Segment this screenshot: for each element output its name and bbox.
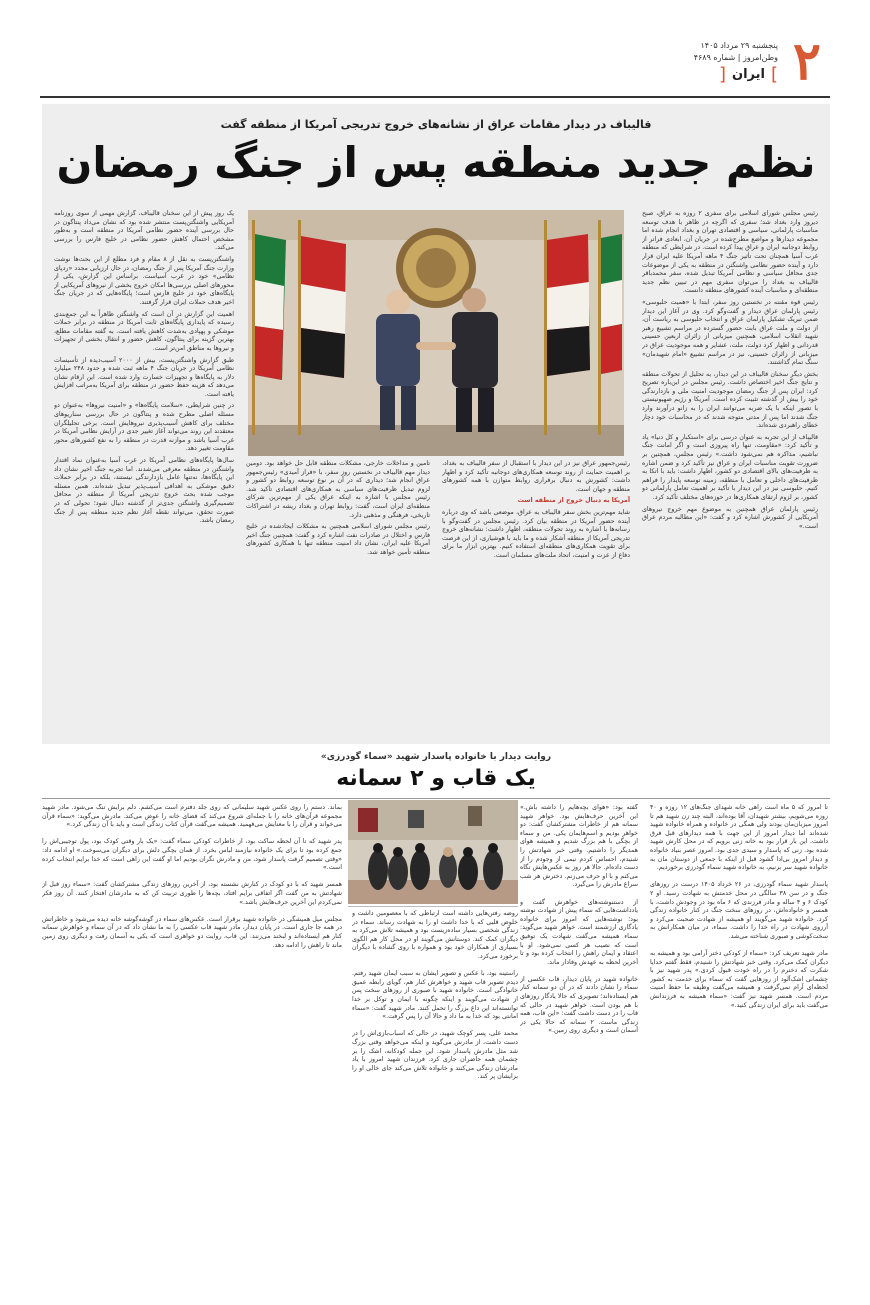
page-number: ۲ [793,31,821,92]
lower-column-1 [650,804,828,1294]
main-kicker: قالیباف در دیدار مقامات عراق از نشانه‌های خروج تدریجی آمریکا از منطقه گفت [220,118,652,131]
lower-column-4 [42,804,342,1294]
paragraph: واشنگتن‌پست به نقل از ۸ مقام و فرد مطلع از این بحث‌ها نوشت وزارت جنگ آمریکا پس از جنگ رمضان، در حال ارزیابی مجدد «ردپای نظامی» خود در غرب آسیاست. براساس این گزارش، یکی از محورهای اصلی بررسی‌ها امکان خروج بخشی از نیروهای آمریکایی از پایگاه‌های خود در خلیج فارس است؛ پایگاه‌هایی که در جریان جنگ اخیر هدف حملات ایران قرار گرفتند. [54,255,234,306]
paragraph: بماند. دستم را روی عکس شهید سلیمانی که روی جلد دفترم است می‌کشم. دلم برایش تنگ می‌شود. مادر شهید مجموعه قرآن‌های خانه را با جمله‌ای شروع می‌کند که فضای خانه را عوض می‌کند. مادرش می‌گوید: «سماء قرآن می‌خواند و قرآن را با معنایش می‌فهمید. همیشه می‌گفت قرآن کتاب زندگی است و باید با آن زندگی کرد.» پدر شهید که تا آن لحظه ساکت بود، از خاطرات کودکی سماء گفت: «یک بار وقتی کودک بود، پول توجیبی‌اش را جمع کرده بود تا برای یک خانواده نیازمند لباس بخرد. از همان بچگی دلش برای دیگران می‌سوخت.» او ادامه داد: «وقتی تصمیم گرفت پاسدار شود، من و مادرش نگران بودیم اما او گفت این راهی است که خدا برایم انتخاب کرده است.» همسر شهید که با دو کودک در کنارش نشسته بود، از آخرین روزهای زندگی مشترکشان گفت: «سماء روز قبل از شهادتش به من گفت اگر اتفاقی برایم افتاد، بچه‌ها را طوری تربیت کن که به مادرشان افتخار کنند. آن روز فکر نمی‌کردم این آخرین حرف‌هایش باشد.» مجلس میل همیشگی در خانواده شهید برقرار است. عکس‌های سماء در گوشه‌گوشه خانه دیده می‌شود و خاطراتش در همه جا جاری است. در پایان دیدار، مادر شهید قاب عکسی را به ما نشان داد که در آن سماء و خواهرش سمانه کنار هم ایستاده‌اند و لبخند می‌زنند. این قاب، روایت دو خواهری است که یکی به آسمان رفت و دیگری روی زمین ماند تا راهش را ادامه دهد. [42,804,342,949]
family-photo [348,800,518,904]
date-line: پنجشنبه ۲۹ مرداد ۱۴۰۵ [700,41,778,50]
paragraph: اهمیت این گزارش در آن است که واشنگتن ظاهراً به این جمع‌بندی رسیده که پایداری پایگاه‌های ثابت آمریکا در منطقه در برابر حملات موشکی و پهپادی به‌شدت کاهش یافته است. به گفته مقامات مطلع، بهترین گزینه برای پنتاگون، کاهش حضور و انتقال بخشی از تجهیزات و نیروها به مناطق امن‌تر است. [54,310,234,352]
main-headline: نظم جدید منطقه پس از جنگ رمضان [56,138,816,187]
issue-meta [694,40,778,64]
paragraph: شاید مهم‌ترین بخش سفر قالیباف به عراق، موضعی باشد که وی درباره آینده حضور آمریکا در منطقه بیان کرد. رئیس مجلس در گفت‌وگو با رسانه‌ها با اشاره به روند تحولات منطقه، اظهار داشت: نشانه‌های خروج تدریجی آمریکا از منطقه آشکار شده و ما باید با هوشیاری، از این فرصت برای تقویت همکاری‌های منطقه‌ای استفاده کنیم. بهترین ابزار ما برای دفاع از عزت و امنیت، اتحاد ملت‌های مسلمان است. [442,508,630,559]
article-column-left [54,210,234,736]
paragraph: بخش دیگر سخنان قالیباف در این دیدار، به تحلیل از تحولات منطقه و نتایج جنگ اخیر اختصاص داشت. رئیس مجلس در این‌باره تصریح کرد: ایران پس از جنگ رمضان موجودیت امنیت ملی و بازدارندگی خود را بیش از گذشته تثبیت کرده است. آمریکا و رژیم صهیونیستی با تصور اینکه با یک ضربه می‌توانند ایران را به زانو درآورند وارد جنگ شدند اما پس از مدتی متوجه شدند که در محاسبات خود دچار خطای راهبردی شده‌اند. [642,370,818,430]
lower-headline: یک قاب و ۲ سمانه [336,766,536,791]
paragraph: تا امروز که ۵ ماه است راهی خانه شهدای جنگ‌های ۱۲ روزه و ۴۰ روزه می‌شویم، بیشتر شهیدان، آقا بوده‌اند، البته چند زن شهید هم تا امروز میزبان‌مان بودند ولی همگی در خانواده و همراه خانواده شهید شده‌اند اما دیدار امروز از این جهت با همه دیدارهای قبل فرق داشت. این بار قرار بود به خانه زنی برویم که در محل کارش شهید شده بود. زنی که پاسدار و سیدی جدی بود. امروز عصر بنیاد خانواده و دیدار امروز بی‌ادا گشود قبل از اینکه با جمعی از دوستان مان به خانواده شهید سر بزنیم، به خانواده شهید سماء گودرزی برخوردیم. پاسدار شهید سماء گودرزی، در ۲۶ خرداد ۱۴۰۵ درست در روزهای جنگ و در سن ۳۸ سالگی در محل خدمتش به شهادت رسید. او ۲ کودک ۶ و ۴ ساله و مادر فرزندی که ۶ ماه بود در وجودش داشت، با همسر و خانواده‌اش، در روزهای سخت جنگ در کنار خانواده زندگی کرد. خانواده شهید می‌گویند او همیشه از شهادت صحبت می‌کرد و آرزوی شهادت در راه خدا را داشت. سماء، در میان همکارانش به سخت‌کوشی و صبوری شناخته می‌شد. مادر شهید تعریف کرد: «سماء از کودکی دختر آرامی بود و همیشه به دیگران کمک می‌کرد. وقتی خبر شهادتش را شنیدم، فقط گفتم خدایا شکرت که دخترم را در راه خودت قبول کردی.» پدر شهید نیز با چشمانی اشک‌آلود از روزهایی گفت که سماء برای خدمت به کشور لحظه‌ای آرام نمی‌گرفت و همیشه می‌گفت وظیفه ما حفظ امنیت مردم است. همسر شهید نیز گفت: «سماء همیشه به فرزندانش می‌گفت باید برای ایران زندگی کنید.» [650,804,828,1009]
bracket-close: [ [718,63,726,85]
paragraph: یک روز پیش از این سخنان قالیباف، گزارش مهمی از سوی روزنامه آمریکایی واشنگتن‌پست منتشر شده بود که نشان می‌داد پنتاگون در حال بررسی آینده حضور نظامی آمریکا در منطقه است و به‌طور مشخص احتمال کاهش حضور نظامی در خلیج فارس را بررسی می‌کند. [54,210,234,252]
paragraph: سال‌ها پایگاه‌های نظامی آمریکا در غرب آسیا به‌عنوان نماد اقتدار واشنگتن در منطقه معرفی می‌شدند. اما تجربه جنگ اخیر نشان داد این پایگاه‌ها، نه‌تنها عامل بازدارندگی نیستند، بلکه در برابر حملات دقیق موشکی به اهدافی آسیب‌پذیر تبدیل شده‌اند. همین مسئله موجب شده بحث خروج تدریجی آمریکا از منطقه در محافل تصمیم‌گیری واشنگتن جدی‌تر از گذشته دنبال شود؛ تحولی که در صورت تحقق، می‌تواند نقطه آغاز نظم جدید منطقه پس از جنگ رمضان باشد. [54,457,234,525]
article-column-center-right [442,460,630,736]
family-photo-image [348,800,518,904]
main-article [42,104,830,744]
lower-rule [42,798,830,799]
photo-divider [348,906,518,907]
paragraph: رئیس قوه مقننه در نخستین روز سفر، ابتدا با «همیت حلبوسی» رئیس پارلمان عراق دیدار و گفت‌وگو کرد. وی در آغاز این دیدار ضمن تبریک تشکیل پارلمان عراق و انتخاب حلبوسی به ریاست آن، از دولت و ملت عراق بابت حضور گسترده در مراسم تشییع رهبر شهید انقلاب اسلامی، همچنین میزبانی از زائران اربعین حسینی قدردانی و اظهار کرد دولت، ملت، عشایر و همه موجودیت عراق در میزبانی از زائران حسینی، نیز در مراسم تشییع «امام شهیدمان» سنگ تمام گذاشتند. [642,298,818,367]
paragraph: تامین و مداخلات خارجی، مشکلات منطقه قابل حل خواهد بود. دومین دیدار مهم قالیباف در نخستین روز سفر، با «فراز آمیدی» رئیس‌جمهور عراق انجام شد؛ دیداری که در آن بر نوع توسعه روابط دو کشور و لزوم تبدیل ظرفیت‌های سیاسی به همکاری‌های اقتصادی تأکید شد. رئیس مجلس با اشاره به اینکه عراق یکی از مهم‌ترین شرکای منطقه‌ای ایران است، گفت: روابط تهران و بغداد ریشه در اشتراکات تاریخی، فرهنگی و مذهبی دارد. [246,460,430,519]
article-column-center [246,460,430,736]
meeting-photo-image [248,210,624,456]
masthead [40,31,830,92]
meeting-photo [248,210,624,456]
masthead-rule [40,96,830,98]
paragraph: روضه رفتن‌هایی داشته است ارتباطی که با معصومین داشت و خلوص قلبی که با خدا داشت او را به شهادت رساند. سماء در زندگی شخصی بسیار ساده‌زیست بود و همیشه تلاش می‌کرد به دیگران کمک کند. دوستانش می‌گویند او در محل کار هم الگوی بسیاری از همکاران خود بود و همواره با روی گشاده با دیگران برخورد می‌کرد. راستینه بود، با عکس و تصویر ایشان به سبب ایمان شهید رفتم. دیدم تصویر قاب شهید و خواهرش کنار هم، گویای رابطه عمیق خانوادگی است. خانواده شهید با صبوری از روزهای سخت پس از شهادت می‌گویند و اینکه چگونه با ایمان و توکل بر خدا توانسته‌اند این داغ بزرگ را تحمل کنند. مادر شهید گفت: «سماء امانتی بود که خدا به ما داد و حالا آن را پس گرفت.» محمد علی، پسر کوچک شهید، در حالی که اسباب‌بازی‌اش را در دست داشت، از مادرش می‌گوید و اینکه می‌خواهد وقتی بزرگ شد مثل مادرش پاسدار شود. این جمله کودکانه، اشک را بر چشمان همه حاضران جاری کرد. فرزندان شهید امروز با یاد مادرشان زندگی می‌کنند و خانواده تلاش می‌کند جای خالی او را برایشان پر کند. [352,910,518,1081]
paragraph: رئیس مجلس شورای اسلامی همچنین به مشکلات ایجادشده در خلیج فارس و اختلال در صادرات نفت اشاره کرد و گفت: همچنین جنگ اخیر آمریکا علیه ایران، نشان داد امنیت منطقه تنها با همکاری کشورهای منطقه تأمین خواهد شد. [246,523,430,556]
lower-column-2 [520,804,638,1294]
section-tag [719,64,778,84]
subheading: آمریکا به دنبال خروج از منطقه است [517,497,630,505]
issue-line: وطن‌امروز | شماره ۴۶۸۹ [693,53,778,62]
paragraph: در چنین شرایطی، «سلامت پایگاه‌ها» و «امنیت نیروها» به‌عنوان دو مسئله اصلی مطرح شده و پنتاگون در حال بررسی سناریوهای مختلف برای کاهش آسیب‌پذیری نیروهایش است. برخی تحلیلگران معتقدند این روند می‌تواند آغاز تغییر جدی در آرایش نظامی آمریکا در غرب آسیا باشد و موازنه قدرت در منطقه را به نفع کشورهای محور مقاومت تغییر دهد. [54,402,234,453]
paragraph: طبق گزارش واشنگتن‌پست، بیش از ۲۰۰۰ آسیب‌دیده از تأسیسات نظامی آمریکا در جریان جنگ ۴ ماهه ثبت شده و حدود ۲۴۸ میلیارد دلار به پایگاه‌ها و تجهیزات خسارت وارد شده است. این ارقام نشان می‌دهد که هزینه حفظ حضور در منطقه برای آمریکا به‌مراتب افزایش یافته است. [54,356,234,398]
article-column-right [642,210,818,736]
lower-kicker: روایت دیدار با خانواده پاسدار شهید «سماء گودرزی» [320,752,552,762]
section-name: ایران [731,66,765,82]
paragraph: رئیس پارلمان عراق همچنین به موضوع مهم خروج نیروهای آمریکایی از کشورش اشاره کرد و گفت: «این مطالبه مردم عراق است.» [642,505,818,530]
paragraph: گفته بود: «هوای بچه‌هایم را داشته باش.» این آخرین حرف‌هایش بود. خواهر شهید سمانه هم از خاطرات مشترکشان گفت: دو خواهر بودیم و اسم‌هایمان یکی. من و سماء از بچگی با هم بزرگ شدیم و همیشه هوای همدیگر را داشتیم. وقتی خبر شهادتش را شنیدم، احساس کردم نیمی از وجودم را از دست داده‌ام. حالا هر روز به عکس‌هایش نگاه می‌کنم و با او حرف می‌زنم. دخترش هر شب سراغ مادرش را می‌گیرد. از دستنوشته‌های خواهرش گفت و یادداشت‌هایی که سماء پیش از شهادت نوشته بود؛ نوشته‌هایی که امروز برای خانواده یادگاری ارزشمند است. خواهر شهید می‌گوید: سماء همیشه می‌گفت شهادت یک توفیق است که نصیب هر کسی نمی‌شود. او با اعتقاد و ایمان راهش را انتخاب کرده بود و تا آخرین لحظه به عهدش وفادار ماند. خانواده شهید در پایان دیدار، قاب عکسی از سماء را نشان دادند که در آن دو سمانه کنار هم ایستاده‌اند؛ تصویری که حالا یادگار روزهای با هم بودن است. خواهر شهید در حالی که قاب را در دست داشت گفت: «این قاب، همه زندگی ماست. ۲ سمانه که حالا یکی در آسمان است و دیگری روی زمین.» [520,804,638,1035]
lower-column-3 [352,910,518,1294]
paragraph: قالیباف از این تجربه به عنوان درسی برای «استکبار و کل دنیا» یاد و تأکید کرد: «مقاومت، تنها راه پیروزی است و اگر امانت جنگ نباشیم، مذاکره هم نمی‌شود داشت.» رئیس مجلس، همچنین بر ضرورت تقویت مناسبات ایران و عراق نیز تأکید کرد و ضمن اشاره به ظرفیت‌های بالای اقتصادی دو کشور، اظهار داشت: باید با اتکا به ظرفیت‌های داخلی و تعامل با منطقه، زمینه توسعه پایدار را فراهم کنیم. حلبوسی نیز در این دیدار با تأکید بر اهمیت تعامل پارلمانی دو کشور، بر لزوم ارتقای همکاری‌ها در حوزه‌های مختلف تأکید کرد. [642,433,818,501]
paragraph: رئیس‌جمهور عراق نیز در این دیدار با استقبال از سفر قالیباف به بغداد، بر اهمیت حمایت از روند توسعه همکاری‌های دوجانبه تأکید کرد و اظهار داشت: کشورش به دنبال برقراری روابط متوازن با همه کشورهای منطقه و جهان است. [442,460,630,493]
paragraph: رئیس مجلس شورای اسلامی برای سفری ۲ روزه به عراق، صبح دیروز وارد بغداد شد؛ سفری که اگرچه در ظاهر با هدف توسعه مناسبات پارلمانی، سیاسی و اقتصادی تهران و بغداد انجام شده اما مجموعه دیدارها و مواضع مطرح‌شده در جریان آن، ابعادی فراتر از روابط دوجانبه ایران و عراق پیدا کرده است. در شرایطی که منطقه غرب آسیا همچنان تحت تأثیر جنگ ۴ ماهه آمریکا علیه ایران قرار دارد و آینده حضور نظامی واشنگتن در منطقه به یکی از موضوعات جدی محافل سیاسی و نظامی آمریکا تبدیل شده، سفر محمدباقر قالیباف به بغداد را می‌توان سفری مهم در تبیین نظم جدید منطقه‌ای و مناسبات آینده کشورهای منطقه دانست. [642,210,818,295]
bracket-open: ] [770,63,778,85]
